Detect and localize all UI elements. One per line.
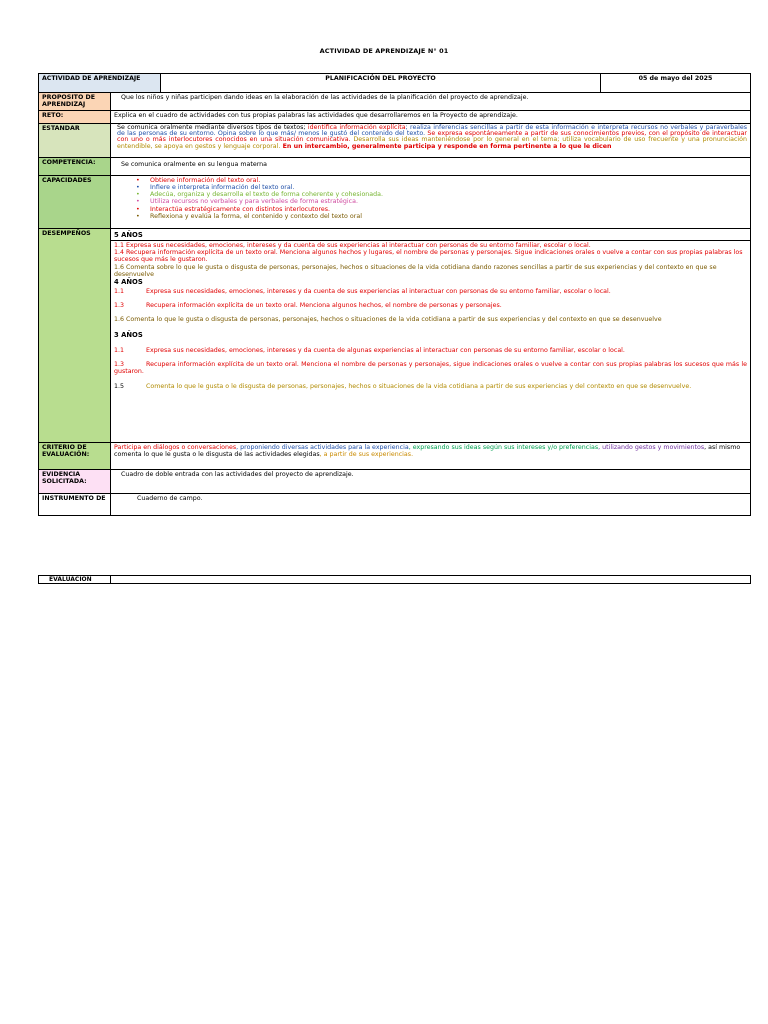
desempeno-item: 1.3 Recupera información explícita de un texto oral. Menciona el nombre de personas y personajes, sigue indicaciones orales o vuelve a contar con sus propias palabras los sucesos que más le gustaron. (114, 361, 748, 376)
evidencia-text: Cuadro de doble entrada con las actividades del proyecto de aprendizaje. (111, 469, 751, 493)
estandar-row (39, 123, 751, 157)
criterio-seg: , proponiendo diversas actividades para la experiencia (236, 443, 409, 451)
capacidad-item: • Reflexiona y evalúa la forma, el contenido y contexto del texto oral (136, 213, 362, 221)
planning-table (38, 73, 751, 516)
capacidades-row (39, 175, 751, 228)
age-heading-5: 5 AÑOS (114, 230, 143, 239)
reto-row (39, 110, 751, 123)
evidencia-row (39, 469, 751, 493)
criterio-seg: , expresando sus ideas según sus intereses y/o preferencias (408, 443, 599, 451)
estandar-seg: En un intercambio, generalmente participa y responde en forma pertinente a lo que le dicen (280, 142, 612, 150)
estandar-text (111, 123, 751, 157)
proposito-label: PROPOSITO DE APRENDIZAJ (39, 93, 111, 111)
bullet-icon: • (136, 183, 140, 191)
evaluation-label: EVALUACIÓN (39, 576, 111, 584)
activity-label: ACTIVIDAD DE APRENDIZAJE (39, 74, 161, 93)
criterio-seg: , a partir de sus experiencias. (319, 450, 414, 458)
capacidad-item: • Infiere e interpreta información del texto oral. (136, 183, 295, 191)
estandar-seg: Se expresa espontáneamente a partir de sus conocimientos previos, con el propósito de interactuar con uno o más interlocutores conocidos en una situación comunicativa. (117, 130, 748, 144)
capacidades-cell (111, 175, 751, 228)
competencia-text: Se comunica oralmente en su lengua materna (111, 157, 751, 175)
header-row (39, 74, 751, 93)
bullet-icon: • (136, 205, 140, 213)
evidencia-label: EVIDENCIA SOLICITADA: (39, 469, 111, 493)
activity-date: 05 de mayo del 2025 (601, 74, 751, 93)
capacidad-item: • Obtiene información del texto oral. (136, 176, 261, 184)
competencia-label: COMPETENCIA: (39, 157, 111, 175)
desempeno-item: 1.3 Recupera información explícita de un texto oral. Menciona algunos hechos, el nombre de personas y personajes. (114, 301, 502, 309)
evaluation-table (38, 575, 751, 584)
desempeno-item: 1.6 Comenta lo que le gusta o disgusta de personas, personajes, hechos o situaciones de la vida cotidiana a partir de sus experiencias y del contexto en que se desenvuelve (114, 316, 662, 324)
document-title: ACTIVIDAD DE APRENDIZAJE N° 01 (319, 47, 449, 55)
evaluation-value[interactable] (111, 576, 751, 584)
capacidad-item: • Utiliza recursos no verbales y para verbales de forma estratégica. (136, 198, 358, 206)
age-heading-4: 4 AÑOS (114, 278, 143, 287)
desempenos-row (39, 228, 751, 442)
age-heading-3: 3 AÑOS (114, 330, 143, 339)
instrumento-row (39, 493, 751, 515)
instrumento-text: Cuaderno de campo. (111, 493, 751, 515)
desempeno-item: 1.5 Comenta lo que le gusta o le disgusta de personas, personajes, hechos o situaciones de la vida cotidiana a partir de sus experiencias y del contexto en que se desenvuelve. (114, 382, 692, 390)
reto-label: RETO: (39, 110, 111, 123)
bullet-icon: • (136, 191, 140, 199)
reto-text: Explica en el cuadro de actividades con tus propias palabras las actividades que desarrollaremos en la Proyecto de aprendizaje. (111, 110, 751, 123)
criterio-text (111, 442, 751, 469)
desempenos-label: DESEMPEÑOS (39, 228, 111, 442)
evaluation-row (39, 576, 751, 584)
desempeno-item: 1.1 Expresa sus necesidades, emociones, intereses y da cuenta de sus experiencias al interactuar con personas de su entorno familiar, escolar o local. (114, 241, 591, 249)
desempeno-item: 1.4 Recupera información explícita de un texto oral. Menciona algunos hechos y lugares, el nombre de personas y personajes. Sigue indicaciones orales o vuelve a contar con sus propias palabras los sucesos que más le gustaron. (114, 249, 743, 264)
capacidades-list (114, 177, 747, 221)
proposito-row (39, 93, 751, 111)
capacidad-item: • Interactúa estratégicamente con distintos interlocutores. (136, 205, 331, 213)
criterio-seg: , utilizando gestos y movimientos (598, 443, 705, 451)
criterio-label: CRITERIO DE EVALUACIÓN: (39, 442, 111, 469)
desempeno-item: 1.1 Expresa sus necesidades, emociones, intereses y da cuenta de algunas experiencias al interactuar con personas de su entorno familiar, escolar o local. (114, 346, 625, 354)
criterio-seg: , así mismo comenta lo que le gusta o le disgusta de las actividades elegidas (114, 443, 741, 458)
desempenos-cell (111, 228, 751, 442)
estandar-seg: Se comunica oralmente mediante diversos tipos de textos; (117, 123, 308, 131)
estandar-seg: Desarrolla sus ideas manteniéndose por lo general en el tema; utiliza vocabulario de uso frecuente y una pronunciación entendible, se apoya en gestos y lenguaje corporal. (117, 136, 748, 150)
estandar-seg: ; realiza inferencias sencillas a partir de esta información e interpreta recursos no verbales y paraverbales de las personas de su entorno. Opina sobre lo que más/ menos le gustó del contenido del texto. (117, 123, 748, 137)
bullet-icon: • (136, 213, 140, 221)
competencia-row (39, 157, 751, 175)
estandar-seg: identifica información explícita (307, 123, 406, 131)
criterio-seg: Participa en diálogos o conversaciones (114, 443, 237, 451)
proposito-text: Que los niños y niñas participen dando ideas en la elaboración de las actividades de la planificación del proyecto de aprendizaje. (111, 93, 751, 111)
capacidades-label: CAPACIDADES (39, 175, 111, 228)
capacidad-item: • Adecúa, organiza y desarrolla el texto de forma coherente y cohesionada. (136, 191, 384, 199)
desempeno-item: 1.6 Comenta sobre lo que le gusta o disgusta de personas, personajes, hechos o situaciones de la vida cotidiana dando razones sencillas a partir de sus experiencias y del contexto en que se desenvuelve (114, 263, 717, 279)
instrumento-label: INSTRUMENTO DE (39, 493, 111, 515)
criterio-row (39, 442, 751, 469)
estandar-label: ESTANDAR (39, 123, 111, 157)
bullet-icon: • (136, 198, 140, 206)
desempeno-item: 1.1 Expresa sus necesidades, emociones, intereses y da cuenta de sus experiencias al interactuar con personas de su entorno familiar, escolar o local. (114, 287, 611, 295)
plan-title: PLANIFICACIÓN DEL PROYECTO (161, 74, 601, 93)
bullet-icon: • (136, 176, 140, 184)
